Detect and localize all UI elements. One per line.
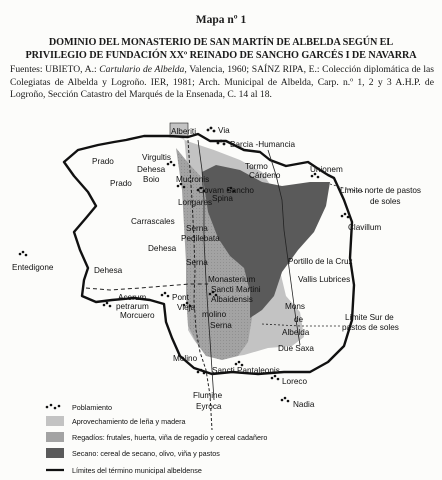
settlement-icon [46, 404, 61, 410]
settlement-dot [341, 215, 344, 218]
place-boio: Boio [143, 175, 160, 184]
sources-rest: , Valencia, 1960; SAÍNZ RIPA, E.: Colección diplomática de las Colegiatas de Albelda y Logroño. IER, 1981; Arch. Municipal de Albelda, Carp. n.º 1, 2 y 3 A.H.P. de Logroño, Sección Catastro del Marqués de la Ensenada, C. 14 al 18. [10, 64, 434, 100]
place-spina: Spina [212, 194, 233, 203]
place-cardeno: Cárdeno [249, 171, 281, 180]
place-molino-1: molino [202, 310, 227, 319]
place-longares: Longares [178, 198, 213, 207]
place-sancti-pantaleonis: Sancti Pantaleonis [212, 366, 280, 375]
place-limite-norte-1: Límite norte de pastos [340, 186, 422, 195]
sources-book-title: Cartulario de Albelda [99, 64, 185, 75]
place-portillo: Portillo de la Cruz [288, 257, 353, 266]
legend-wood-label: Aprovechamiento de leña y madera [72, 417, 186, 426]
place-alberiti: Alberiti [171, 127, 197, 136]
settlement-dot [311, 175, 314, 178]
legend-irrigated-swatch [46, 432, 64, 442]
place-mucronis: Mucronis [176, 175, 210, 184]
legend-dry-swatch [46, 448, 64, 458]
place-carrascales: Carrascales [131, 217, 175, 226]
place-via: Via [218, 126, 230, 135]
place-tormo: Tormo [245, 162, 268, 171]
place-monasterium: Monasterium [208, 275, 256, 284]
settlement-dot [177, 185, 180, 188]
settlement-dot [207, 129, 210, 132]
place-dehesa-3: Dehesa [94, 266, 123, 275]
settlement-dot [281, 399, 284, 402]
place-covam-sancho: Covam Sancho [198, 186, 254, 195]
place-due-saxa: Due Saxa [278, 344, 314, 353]
place-dehesa-2: Dehesa [148, 244, 177, 253]
settlement-dot [19, 253, 22, 256]
settlement-dot [103, 304, 106, 307]
place-entedigone: Entedigone [12, 263, 54, 272]
place-pont: Pont [172, 293, 189, 302]
place-prado-2: Prado [110, 179, 132, 188]
place-loreco: Loreco [282, 377, 308, 386]
settlement-dot [167, 163, 170, 166]
legend-dry-label: Secano: cereal de secano, olivo, viña y pastos [72, 449, 220, 458]
subtitle-line-2: PRIVILEGIO DE FUNDACIÓN XXº REINADO DE SANCHO GARCÉS I DE NAVARRA [25, 50, 417, 61]
settlement-dot [235, 363, 238, 366]
place-clavillum: Clavillum [348, 223, 382, 232]
place-albelda: Albelda [282, 328, 310, 337]
place-limite-sur-1: Límite Sur de [345, 313, 394, 322]
legend [46, 403, 268, 475]
subtitle-line-1: DOMINIO DEL MONASTERIO DE SAN MARTÍN DE ALBELDA SEGÚN EL [48, 37, 394, 48]
place-petrarum: petrarum [116, 302, 149, 311]
place-vallis: Vallis Lubrices [298, 275, 351, 284]
settlement-dot [161, 294, 164, 297]
map-title: Mapa nº 1 [195, 14, 247, 26]
sources-prefix: Fuentes: UBIETO, A.: [10, 64, 100, 75]
place-limite-sur-2: pastos de soles [342, 323, 399, 332]
legend-wood-swatch [46, 416, 64, 426]
settlement-dot [197, 371, 200, 374]
place-limite-norte-2: de soles [370, 197, 401, 206]
place-prado-1: Prado [92, 157, 114, 166]
place-eyroca: Eyroca [196, 402, 222, 411]
place-mons: Mons [285, 302, 306, 311]
settlement-dot [271, 377, 274, 380]
place-dehesa-1: Dehesa [137, 165, 166, 174]
legend-settlement-label: Poblamiento [72, 403, 112, 412]
place-morcuero: Morcuero [120, 311, 155, 320]
legend-boundary-label: Límites del término municipal albeldense [72, 466, 202, 475]
place-barcia: Barcia -Humancia [230, 140, 296, 149]
place-nadia: Nadia [293, 400, 315, 409]
place-serna-3: Serna [210, 321, 232, 330]
place-molino-2: Molino [173, 354, 198, 363]
place-vieja: Vieja [177, 303, 196, 312]
place-acerum: Acerum [118, 293, 147, 302]
place-virgultis: Virgultis [142, 153, 171, 162]
place-albaidensis: Albaidensis [211, 295, 253, 304]
place-sancti-martini: Sancti Martini [211, 285, 261, 294]
place-pedilebata: Pedilebata [181, 234, 220, 243]
place-serna-1: Serna [186, 224, 208, 233]
place-de: de [294, 315, 304, 324]
place-flumine: Flumine [193, 391, 223, 400]
place-unionem: Unionem [310, 165, 343, 174]
legend-irrigated-label: Regadíos: frutales, huerta, viña de regadío y cereal cadañero [72, 433, 268, 442]
place-serna-2: Serna [186, 258, 208, 267]
settlement-dot [217, 142, 220, 145]
